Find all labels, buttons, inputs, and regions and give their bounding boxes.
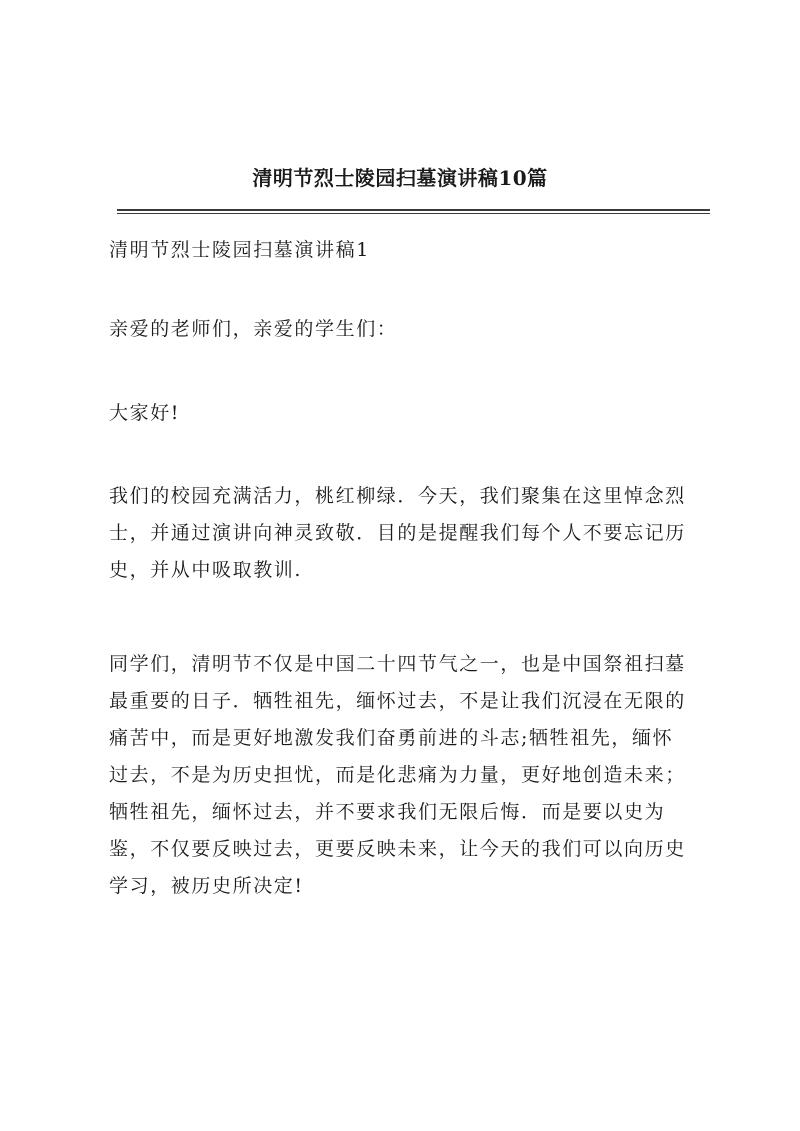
document-title: 清明节烈士陵园扫墓演讲稿10篇 (252, 166, 548, 190)
paragraph-line: 史，并从中吸取教训. (109, 559, 303, 581)
section-heading (109, 232, 719, 269)
paragraph-line: 痛苦中，而是更好地激发我们奋勇前进的斗志;牺牲祖先，缅怀 (109, 727, 674, 749)
paragraph-line: 过去，不是为历史担忧，而是化悲痛为力量，更好地创造未来； (109, 764, 686, 786)
paragraph-line: 最重要的日子．牺牲祖先，缅怀过去，不是让我们沉浸在无限的 (109, 690, 686, 712)
greeting (109, 395, 719, 432)
greeting-text: 大家好! (109, 402, 181, 424)
paragraph-line: 同学们，清明节不仅是中国二十四节气之一，也是中国祭祖扫墓 (109, 653, 686, 675)
paragraph-1 (109, 478, 719, 589)
paragraph-line: 牺牲祖先，缅怀过去，并不要求我们无限后悔．而是要以史为 (109, 801, 666, 823)
paragraph-line: 鉴，不仅要反映过去，更要反映未来，让今天的我们可以向历史 (109, 838, 686, 860)
paragraph-line: 士，并通过演讲向神灵致敬．目的是提醒我们每个人不要忘记历 (109, 522, 686, 544)
salutation-text: 亲爱的老师们，亲爱的学生们： (109, 318, 398, 340)
paragraph-line: 我们的校园充满活力，桃红柳绿．今天，我们聚集在这里悼念烈 (109, 485, 686, 507)
paragraph-2 (109, 646, 719, 905)
section-heading-text: 清明节烈士陵园扫墓演讲稿1 (109, 239, 370, 261)
title-divider (117, 209, 710, 214)
paragraph-line: 学习，被历史所决定! (109, 875, 304, 897)
salutation (109, 311, 719, 348)
